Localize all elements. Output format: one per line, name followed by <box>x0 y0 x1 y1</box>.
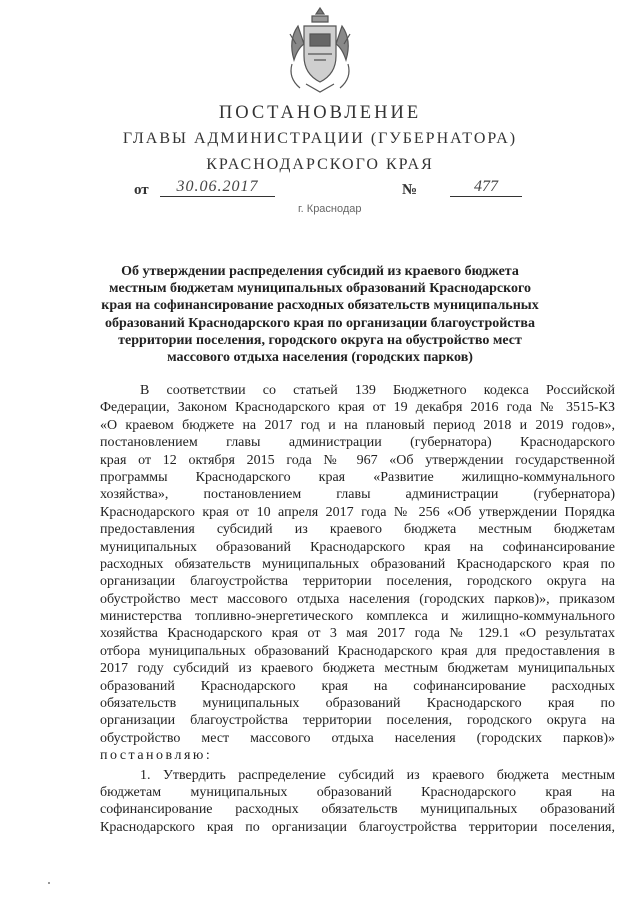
text-line: софинансирование расходных обязательств муниципальных образований <box>100 802 615 818</box>
region-heading: КРАСНОДАРСКОГО КРАЯ <box>206 156 434 173</box>
text-line: обустройство мест массового отдыха населения (городских парков)», приказом <box>100 591 615 607</box>
text-line: бюджетам муниципальных образований Краснодарского края на <box>100 784 615 800</box>
document-body <box>100 382 615 836</box>
number-value: 477 <box>450 178 522 197</box>
text-line: организации благоустройства территории поселения, городского округа на <box>100 574 615 590</box>
text-line: Краснодарского края от 10 апреля 2017 года № 256 «Об утверждении Порядка <box>100 504 615 520</box>
paragraph-preamble <box>100 382 615 765</box>
text-line: отбора муниципальных образований Краснодарского края для предоставления в <box>100 643 615 659</box>
text-line: края от 12 октября 2015 года № 967 «Об утверждении государственной <box>100 452 615 468</box>
text-line: «О краевом бюджете на 2017 год и на плановый период 2018 и 2019 годов», <box>100 417 615 433</box>
text-line: Краснодарского края по организации благоустройства территории поселения, <box>100 819 615 835</box>
date-value: 30.06.2017 <box>160 178 275 197</box>
city-label: г. Краснодар <box>298 203 362 215</box>
date-label: от <box>134 182 149 198</box>
text-line: муниципальных образований Краснодарского края на софинансирование <box>100 539 615 555</box>
text-line: хозяйства», постановлением главы администрации (губернатора) <box>100 487 615 503</box>
text-line: образований Краснодарского края на софинансирование расходных <box>100 678 615 694</box>
number-label: № <box>402 182 418 198</box>
text-line: расходных обязательств муниципальных образований Краснодарского края по <box>100 556 615 572</box>
document-title: Об утверждении распределения субсидий из краевого бюджета местным бюджетам муниципальных образований Краснодарского края на софинансирование расходных обязательств муниципальных образований Краснодарского края по организации благоустройства территории поселения, городского округа на обустройство мест массового отдыха населения (городских парков) <box>101 264 539 366</box>
text-line: постановляю: <box>100 748 213 764</box>
text-line: организации благоустройства территории поселения, городского округа на <box>100 713 615 729</box>
text-line: В соответствии со статьей 139 Бюджетного кодекса Российской <box>140 383 615 398</box>
text-line: 1. Утвердить распределение субсидий из краевого бюджета местным <box>140 767 615 783</box>
text-line: обязательств муниципальных образований Краснодарского края по <box>100 696 615 712</box>
text-line: предоставления субсидий из краевого бюджета местным бюджетам <box>100 522 615 538</box>
paragraph-item-1 <box>100 767 615 837</box>
text-line: 2017 году субсидий из краевого бюджета местным бюджетам муниципальных <box>100 661 615 677</box>
scan-speck <box>48 882 50 884</box>
doc-type-heading: ПОСТАНОВЛЕНИЕ <box>218 103 422 123</box>
krasnodar-coat-of-arms-icon <box>284 4 356 96</box>
issuer-heading: ГЛАВЫ АДМИНИСТРАЦИИ (ГУБЕРНАТОРА) <box>122 130 518 147</box>
text-line: обустройство мест массового отдыха населения (городских парков)» <box>100 730 615 746</box>
text-line: постановлением главы администрации (губернатора) Краснодарского <box>100 435 615 451</box>
text-line: хозяйства Краснодарского края от 3 мая 2017 года № 129.1 «О результатах <box>100 626 615 642</box>
text-line: программы Краснодарского края «Развитие жилищно-коммунального <box>100 469 615 485</box>
text-line: Федерации, Законом Краснодарского края от 19 декабря 2016 года № 3515-КЗ <box>100 400 615 416</box>
text-line: министерства топливно-энергетического комплекса и жилищно-коммунального <box>100 609 615 625</box>
